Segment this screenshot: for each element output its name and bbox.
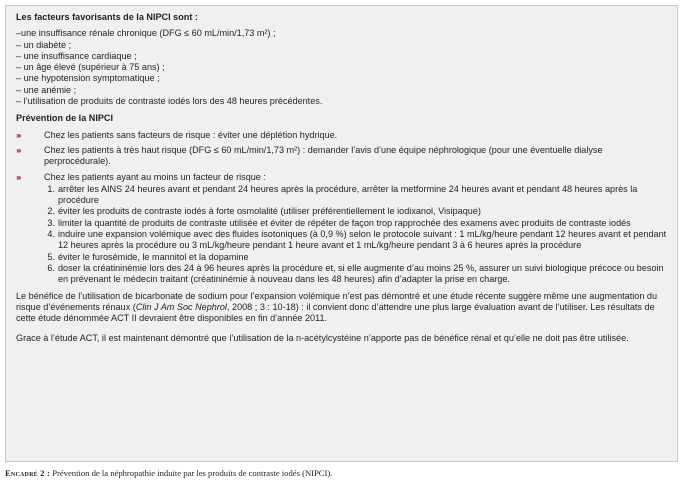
- item-number: 5.: [47, 251, 55, 262]
- factors-heading: Les facteurs favorisants de la NIPCI sont :: [16, 12, 198, 22]
- prevention-item-body: [44, 172, 667, 286]
- risk-factor-item: – une insuffisance cardiaque ;: [16, 50, 137, 61]
- item-text: éviter les produits de contraste iodés à forte osmolalité (utiliser préférentiellement le iodixanol, Visipaque): [58, 206, 481, 217]
- risk-factor-item: – un âge élevé (supérieur à 75 ans) ;: [16, 62, 165, 73]
- item-number: 2.: [47, 206, 55, 217]
- item-text: limiter la quantité de produits de contraste utilisée et éviter de répéter de façon trop rapprochée des examens avec produits de contraste iodés: [58, 217, 631, 228]
- item-number: 1.: [47, 183, 55, 194]
- prevention-heading: Prévention de la NIPCI: [16, 113, 114, 124]
- numbered-item: [44, 218, 667, 229]
- item-text: arrêter les AINS 24 heures avant et pendant 24 heures après la procédure, arrêter la metformine 24 heures avant et pendant 48 heures après la procédure: [58, 183, 638, 206]
- prevention-item: [16, 172, 667, 286]
- numbered-item: [44, 229, 667, 252]
- act-paragraph: Grace à l’étude ACT, il est maintenant démontré que l’utilisation de la n-acétylcystéine n’apporte pas de bénéfice rénal et qu’elle ne doit pas être utilisée.: [16, 333, 629, 344]
- risk-factor-item: – une anémie ;: [16, 84, 77, 95]
- bicarbonate-text-post: , 2008 ; 3 : 10-18) : il convient donc d’attendre une plus large évaluation avant de l’utiliser. Les résultats de cette étude dénommée ACT II devraient être disponibles en fin d’année 2011.: [16, 301, 655, 324]
- numbered-item: [44, 206, 667, 217]
- prevention-item-text: Chez les patients ayant au moins un facteur de risque :: [44, 171, 266, 182]
- item-text: induire une expansion volémique avec des fluides isotoniques (à 0,9 %) selon le protocole suivant : 1 mL/kg/heure pendant 12 heures avant et pendant 12 heures après la procédure ou 3 mL/kg/heure pendant 1 heure avant et 1 mL/kg/heure pendant 3 à 6 heures après la procédure: [58, 229, 667, 251]
- risk-factor-list: [16, 28, 667, 107]
- prevention-item-text: Chez les patients à très haut risque (DFG ≤ 60 mL/min/1,73 m²) : demander l’avis d’une équipe néphrologique (pour une éventuelle dialyse perprocédurale).: [44, 144, 603, 167]
- risk-factor-item: – un diabète ;: [16, 39, 72, 50]
- item-text: doser la créatininémie lors des 24 à 96 heures après la procédure et, si elle augmente d’au moins 25 %, assurer un suivi biologique précoce ou besoin en prévenant le médecin traitant (créatininémie à nouveau dans les 48 heures) afin d’adapter la prise en charge.: [58, 262, 664, 285]
- risk-factor-item: –une insuffisance rénale chronique (DFG ≤ 60 mL/min/1,73 m²) ;: [16, 28, 276, 39]
- caption-label: Encadré 2 :: [5, 468, 51, 478]
- bicarbonate-paragraph: [16, 291, 667, 325]
- numbered-item: [44, 184, 667, 207]
- item-number: 6.: [47, 262, 55, 273]
- risk-factor-item: – l’utilisation de produits de contraste iodés lors des 48 heures précédentes.: [16, 96, 323, 107]
- numbered-item: [44, 263, 667, 286]
- prevention-item: [16, 130, 667, 141]
- risk-factor-item: – une hypotension symptomatique ;: [16, 73, 160, 84]
- numbered-list: [44, 184, 667, 286]
- caption-text: Prévention de la néphropathie induite par les produits de contraste iodés (NIPCI).: [50, 468, 333, 478]
- numbered-item: [44, 252, 667, 263]
- info-box: [5, 5, 678, 462]
- journal-citation: Clin J Am Soc Nephrol: [135, 301, 227, 312]
- chevron-icon: ›››: [16, 144, 20, 155]
- chevron-icon: ›››: [16, 129, 20, 140]
- bicarbonate-text-pre: Le bénéfice de l’utilisation de bicarbonate de sodium pour l’expansion volémique n’est pas démontré et une étude récente suggère même une augmentation du risque d’événements rénaux (: [16, 290, 658, 312]
- figure-caption: [5, 468, 678, 479]
- prevention-item: [16, 145, 667, 168]
- item-number: 3.: [47, 217, 55, 228]
- chevron-icon: ›››: [16, 171, 20, 182]
- prevention-item-text: Chez les patients sans facteurs de risque : éviter une déplétion hydrique.: [44, 129, 338, 140]
- item-number: 4.: [47, 229, 55, 240]
- item-text: éviter le furosémide, le mannitol et la dopamine: [58, 251, 249, 262]
